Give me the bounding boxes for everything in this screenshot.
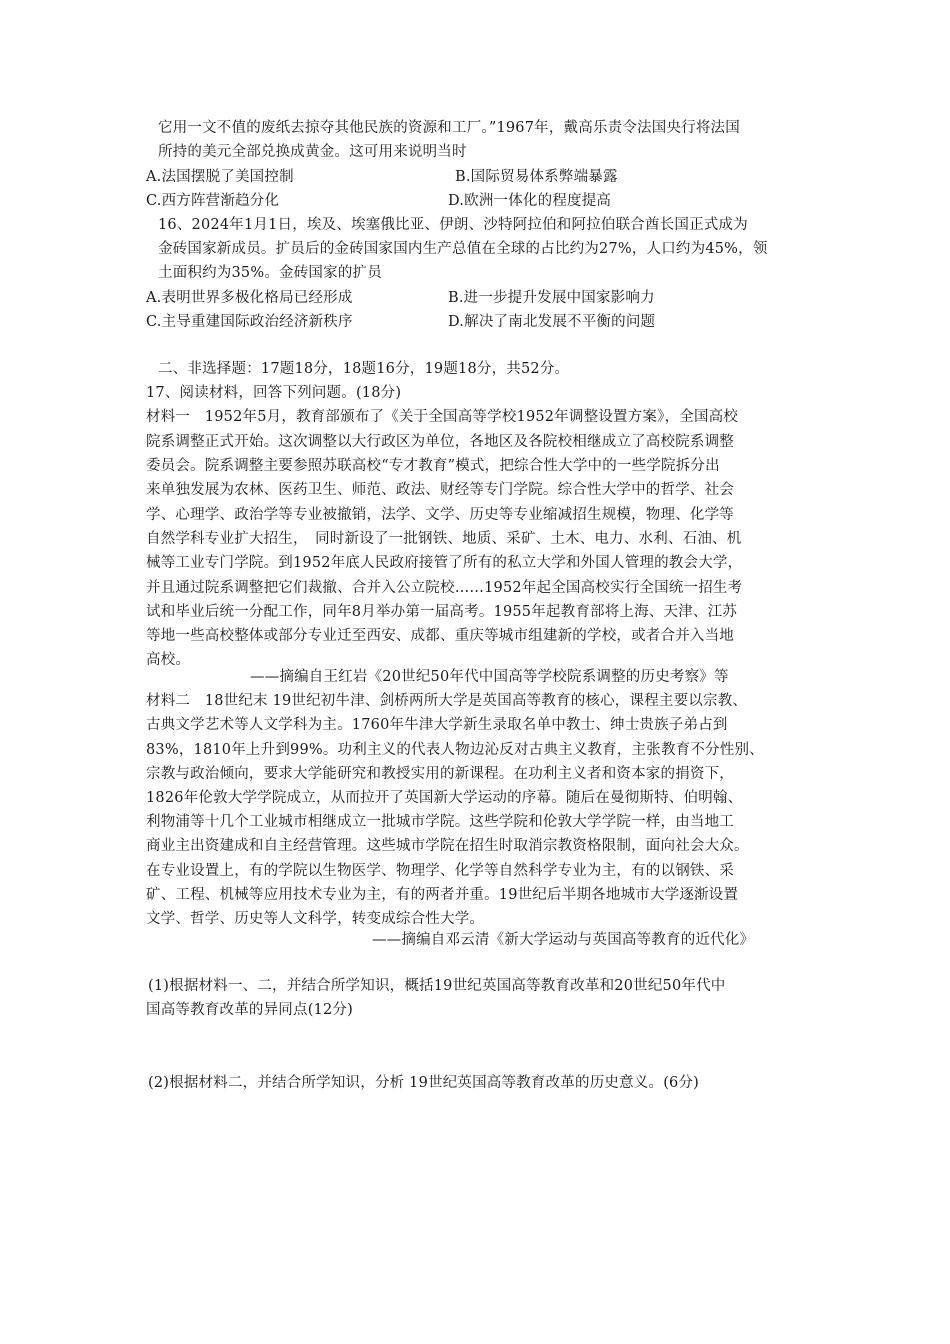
material2-line: 材料二 18世纪末 19世纪初牛津、剑桥两所大学是英国高等教育的核心，课程主要以宗教、 — [146, 693, 748, 709]
q15-option-c: C.西方阵营渐趋分化 — [146, 193, 280, 209]
material1-line: 并且通过院系调整把它们裁撤、合并入公立院校……1952年起全国高校实行全国统一招生考 — [146, 580, 743, 596]
q16-stem-line2: 金砖国家新成员。扩员后的金砖国家国内生产总值在全球的占比约为27%，人口约为45%，领 — [158, 241, 768, 257]
q17-sub1-line1: (1)根据材料一、二，并结合所学知识，概括19世纪英国高等教育改革和20世纪50年代中 — [148, 978, 726, 994]
q16-stem-line1: 16、2024年1月1日，埃及、埃塞俄比亚、伊朗、沙特阿拉伯和阿拉伯联合酋长国正式成为 — [158, 217, 748, 233]
q15-option-b: B.国际贸易体系弊端暴露 — [455, 169, 618, 185]
q16-option-c: C.主导重建国际政治经济新秩序 — [146, 314, 353, 330]
q15-stem-line2: 所持的美元全部兑换成黄金。这可用来说明当时 — [158, 144, 467, 160]
q16-option-b: B.进一步提升发展中国家影响力 — [448, 290, 655, 306]
q17-sub1-line2: 国高等教育改革的异同点(12分) — [146, 1002, 353, 1018]
material1-line: 材料一 1952年5月，教育部颁布了《关于全国高等学校1952年调整设置方案》，全国高校 — [146, 409, 739, 425]
q17-sub2: (2)根据材料二，并结合所学知识，分析 19世纪英国高等教育改革的历史意义。(6分) — [148, 1075, 700, 1091]
material1-line: 院系调整正式开始。这次调整以大行政区为单位，各地区及各院校相继成立了高校院系调整 — [146, 434, 734, 450]
q16-option-d: D.解决了南北发展不平衡的问题 — [448, 314, 656, 330]
material1-line: 高校。 — [146, 652, 191, 668]
material2-line: 在专业设置上，有的学院以生物医学、物理学、化学等自然科学专业为主，有的以钢铁、采 — [146, 863, 734, 879]
q15-stem-line1: 它用一文不值的废纸去掠夺其他民族的资源和工厂。”1967年，戴高乐责令法国央行将法国 — [158, 120, 740, 136]
material2-source: ——摘编自邓云清《新大学运动与英国高等教育的近代化》 — [372, 932, 755, 948]
q17-heading: 17、阅读材料，回答下列问题。(18分) — [146, 385, 402, 401]
material2-line: 利物浦等十几个工业城市相继成立一批城市学院。这些学院和伦敦大学学院一样，由当地工 — [146, 814, 734, 830]
material1-line: 等地一些高校整体或部分专业迁至西安、成都、重庆等城市组建新的学校，或者合并入当地 — [146, 628, 734, 644]
material1-line: 试和毕业后统一分配工作，同年8月举办第一届高考。1955年起教育部将上海、天津、江苏 — [146, 604, 738, 620]
material1-source: ——摘编自王红岩《20世纪50年代中国高等学校院系调整的历史考察》等 — [250, 669, 729, 685]
material1-line: 委员会。院系调整主要参照苏联高校“专才教育”模式，把综合性大学中的一些学院拆分出 — [146, 458, 720, 474]
q15-option-a: A.法国摆脱了美国控制 — [146, 169, 294, 185]
material1-line: 来单独发展为农林、医药卫生、师范、政法、财经等专门学院。综合性大学中的哲学、社会 — [146, 482, 734, 498]
q15-option-d: D.欧洲一体化的程度提高 — [448, 193, 612, 209]
material2-line: 商业主出资建成和自主经营管理。这些城市学院在招生时取消宗教资格限制，面向社会大众。 — [146, 838, 749, 854]
material2-line: 矿、工程、机械等应用技术专业为主，有的两者并重。19世纪后半期各地城市大学逐渐设置 — [146, 887, 739, 903]
material1-line: 械等工业专门学院。到1952年底人民政府接管了所有的私立大学和外国人管理的教会大学， — [146, 555, 743, 571]
material1-line: 自然学科专业扩大招生， 同时新设了一批钢铁、地质、采矿、土木、电力、水利、石油、机 — [146, 531, 742, 547]
material2-line: 文学、哲学、历史等人文科学，转变成综合性大学。 — [146, 911, 485, 927]
material2-line: 古典文学艺术等人文学科为主。1760年牛津大学新生录取名单中教士、绅士贵族子弟占到 — [146, 717, 728, 733]
material1-line: 学、心理学、政治学等专业被撤销，法学、文学、历史等专业缩减招生规模，物理、化学等 — [146, 507, 734, 523]
material2-line: 83%，1810年上升到99%。功利主义的代表人物边沁反对古典主义教育，主张教育不分性别、 — [146, 742, 764, 758]
section2-heading: 二、非选择题：17题18分，18题16分，19题18分，共52分。 — [158, 361, 570, 377]
q16-option-a: A.表明世界多极化格局已经形成 — [146, 290, 353, 306]
material2-line: 1826年伦敦大学学院成立，从而拉开了英国新大学运动的序幕。随后在曼彻斯特、伯明翰、 — [146, 790, 743, 806]
q16-stem-line3: 土面积约为35%。金砖国家的扩员 — [158, 265, 382, 281]
material2-line: 宗教与政治倾向，要求大学能研究和教授实用的新课程。在功利主义者和资本家的捐资下， — [146, 766, 734, 782]
